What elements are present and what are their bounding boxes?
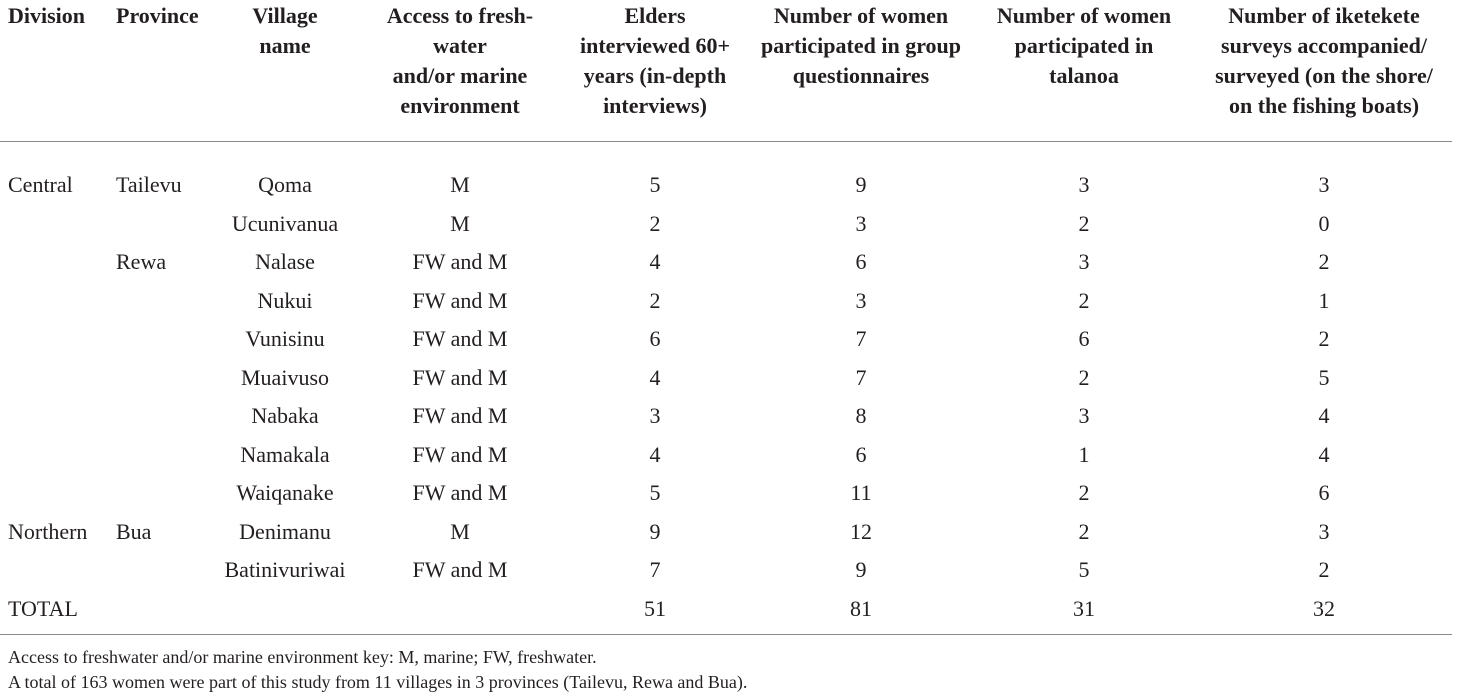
total-cell-access [360, 590, 560, 635]
table-cell-division [0, 436, 110, 475]
table-row [0, 320, 1452, 359]
table-cell-group-questionnaires: 7 [855, 326, 867, 352]
table-cell-elders: 7 [649, 557, 661, 583]
table-cell-talanoa: 2 [1078, 480, 1090, 506]
column-header-access [360, 0, 560, 142]
table-cell-iketekete-surveys: 2 [1318, 557, 1330, 583]
table-cell-village-name: Nukui [257, 287, 313, 313]
table-cell-elders: 6 [649, 326, 661, 352]
table-cell-iketekete-surveys: 3 [1318, 172, 1330, 198]
header-line: Number of women [773, 3, 949, 28]
header-line: environment [400, 93, 520, 118]
total-cell-elders: 51 [560, 590, 750, 635]
table-cell-division [0, 474, 110, 513]
table-cell-access: FW and M [412, 326, 508, 352]
table-cell-group-questionnaires: 6 [855, 249, 867, 275]
header-line: years (in-depth [583, 63, 727, 88]
total-cell-talanoa: 31 [972, 590, 1196, 635]
footnote-key: Access to freshwater and/or marine environment key: M, marine; FW, freshwater. [8, 647, 597, 667]
table-body [0, 142, 1452, 635]
table-row [0, 243, 1452, 282]
table-cell-province [110, 320, 210, 359]
table-row [0, 436, 1452, 475]
table-cell-division [0, 282, 110, 321]
header-line: interviewed 60+ [579, 33, 730, 58]
header-line: participated in group [760, 33, 962, 58]
header-row [0, 0, 1452, 142]
table-cell-group-questionnaires: 11 [850, 480, 872, 506]
table-cell-group-questionnaires: 6 [855, 441, 867, 467]
column-header-province [110, 0, 210, 142]
table-cell-elders: 4 [649, 441, 661, 467]
column-header-talanoa [972, 0, 1196, 142]
table-cell-iketekete-surveys: 5 [1318, 364, 1330, 390]
table-cell-group-questionnaires: 9 [855, 557, 867, 583]
table-cell-access: FW and M [412, 364, 508, 390]
table-cell-province [110, 436, 210, 475]
header-line: participated in [1014, 33, 1154, 58]
table-cell-province [110, 397, 210, 436]
header-line: on the fishing boats) [1228, 93, 1420, 118]
table-cell-division [0, 397, 110, 436]
table-cell-access: FW and M [412, 557, 508, 583]
total-cell-division: TOTAL [0, 590, 110, 635]
table-cell-talanoa: 3 [1078, 172, 1090, 198]
table-cell-elders: 9 [649, 518, 661, 544]
header-line: talanoa [1049, 63, 1119, 88]
table-row [0, 282, 1452, 321]
header-line: Division [8, 3, 86, 28]
table-cell-village-name: Nabaka [251, 403, 319, 429]
total-cell-iketekete-surveys: 32 [1196, 590, 1452, 635]
table-cell-access: M [450, 518, 470, 544]
header-line: surveys accompanied/ [1221, 33, 1427, 58]
table-cell-division [0, 243, 110, 282]
header-line: name [259, 33, 311, 58]
header-line: surveyed (on the shore/ [1215, 63, 1433, 88]
table-cell-iketekete-surveys: 2 [1318, 249, 1330, 275]
table-cell-iketekete-surveys: 0 [1318, 210, 1330, 236]
table-cell-village-name: Muaivuso [241, 364, 329, 390]
table-cell-talanoa: 2 [1078, 210, 1090, 236]
table-cell-village-name: Denimanu [239, 518, 331, 544]
table-cell-talanoa: 3 [1078, 403, 1090, 429]
table-cell-talanoa: 2 [1078, 287, 1090, 313]
table-cell-talanoa: 1 [1078, 441, 1090, 467]
table-cell-village-name: Namakala [240, 441, 330, 467]
header-line: Number of iketekete [1228, 3, 1420, 28]
table-cell-group-questionnaires: 3 [855, 287, 867, 313]
table-cell-province: Rewa [116, 249, 167, 275]
table-cell-talanoa: 6 [1078, 326, 1090, 352]
table-cell-group-questionnaires: 7 [855, 364, 867, 390]
table-cell-talanoa: 5 [1078, 557, 1090, 583]
total-cell-village-name [210, 590, 360, 635]
table-cell-access: M [450, 210, 470, 236]
table-cell-group-questionnaires: 9 [855, 172, 867, 198]
table-cell-division: Northern [8, 518, 88, 544]
footnote-total: A total of 163 women were part of this study from 11 villages in 3 provinces (Tailevu, Rewa and Bua). [8, 672, 748, 692]
table-cell-access: FW and M [412, 403, 508, 429]
column-header-group-questionnaires [750, 0, 972, 142]
table-cell-province: Tailevu [116, 172, 182, 198]
table-cell-access: FW and M [412, 287, 508, 313]
table-cell-elders: 2 [649, 287, 661, 313]
table-header [0, 0, 1452, 142]
table-cell-access: FW and M [412, 249, 508, 275]
table-cell-province [110, 359, 210, 398]
header-line: Province [116, 3, 199, 28]
table-cell-iketekete-surveys: 2 [1318, 326, 1330, 352]
table-cell-province: Bua [116, 518, 152, 544]
column-header-elders [560, 0, 750, 142]
table-row [0, 513, 1452, 552]
header-line: water [433, 33, 487, 58]
table-cell-access: FW and M [412, 441, 508, 467]
table-cell-elders: 4 [649, 364, 661, 390]
table-cell-elders: 3 [649, 403, 661, 429]
table-cell-village-name: Qoma [258, 172, 312, 198]
table-cell-province [110, 551, 210, 590]
table-row [0, 359, 1452, 398]
table-cell-iketekete-surveys: 3 [1318, 518, 1330, 544]
column-header-village-name [210, 0, 360, 142]
table-cell-access: M [450, 172, 470, 198]
table-cell-village-name: Ucunivanua [231, 210, 339, 236]
table-cell-division [0, 320, 110, 359]
total-cell-group-questionnaires: 81 [750, 590, 972, 635]
table-cell-iketekete-surveys: 1 [1318, 287, 1330, 313]
header-line: Number of women [996, 3, 1172, 28]
footnotes [0, 645, 1460, 695]
table-cell-iketekete-surveys: 4 [1318, 441, 1330, 467]
table-cell-division: Central [8, 172, 73, 198]
table-row [0, 142, 1452, 205]
table-row [0, 474, 1452, 513]
table-cell-division [0, 359, 110, 398]
table-row [0, 397, 1452, 436]
table-cell-province [110, 205, 210, 244]
table-cell-iketekete-surveys: 4 [1318, 403, 1330, 429]
header-line: Village [252, 3, 318, 28]
table-cell-group-questionnaires: 8 [855, 403, 867, 429]
table-cell-village-name: Vunisinu [245, 326, 325, 352]
table-cell-access: FW and M [412, 480, 508, 506]
header-line: Access to fresh- [386, 3, 534, 28]
table-row [0, 551, 1452, 590]
table-cell-iketekete-surveys: 6 [1318, 480, 1330, 506]
header-line: questionnaires [792, 63, 930, 88]
table-cell-talanoa: 2 [1078, 364, 1090, 390]
table-cell-division [0, 551, 110, 590]
table-cell-elders: 5 [649, 480, 661, 506]
table-cell-village-name: Waiqanake [236, 480, 334, 506]
total-row [0, 590, 1452, 635]
header-line: and/or marine [392, 63, 528, 88]
table-cell-group-questionnaires: 3 [855, 210, 867, 236]
table-cell-province [110, 474, 210, 513]
table-cell-elders: 4 [649, 249, 661, 275]
header-line: interviews) [603, 93, 707, 118]
column-header-division [0, 0, 110, 142]
total-cell-province [110, 590, 210, 635]
table-cell-group-questionnaires: 12 [850, 518, 872, 544]
table-row [0, 205, 1452, 244]
table-cell-province [110, 282, 210, 321]
table-cell-village-name: Batinivuriwai [224, 557, 346, 583]
column-header-iketekete-surveys [1196, 0, 1452, 142]
header-line: Elders [624, 3, 686, 28]
table-cell-division [0, 205, 110, 244]
table-cell-elders: 5 [649, 172, 661, 198]
table-cell-village-name: Nalase [255, 249, 315, 275]
table-cell-talanoa: 2 [1078, 518, 1090, 544]
table-cell-elders: 2 [649, 210, 661, 236]
table-cell-talanoa: 3 [1078, 249, 1090, 275]
